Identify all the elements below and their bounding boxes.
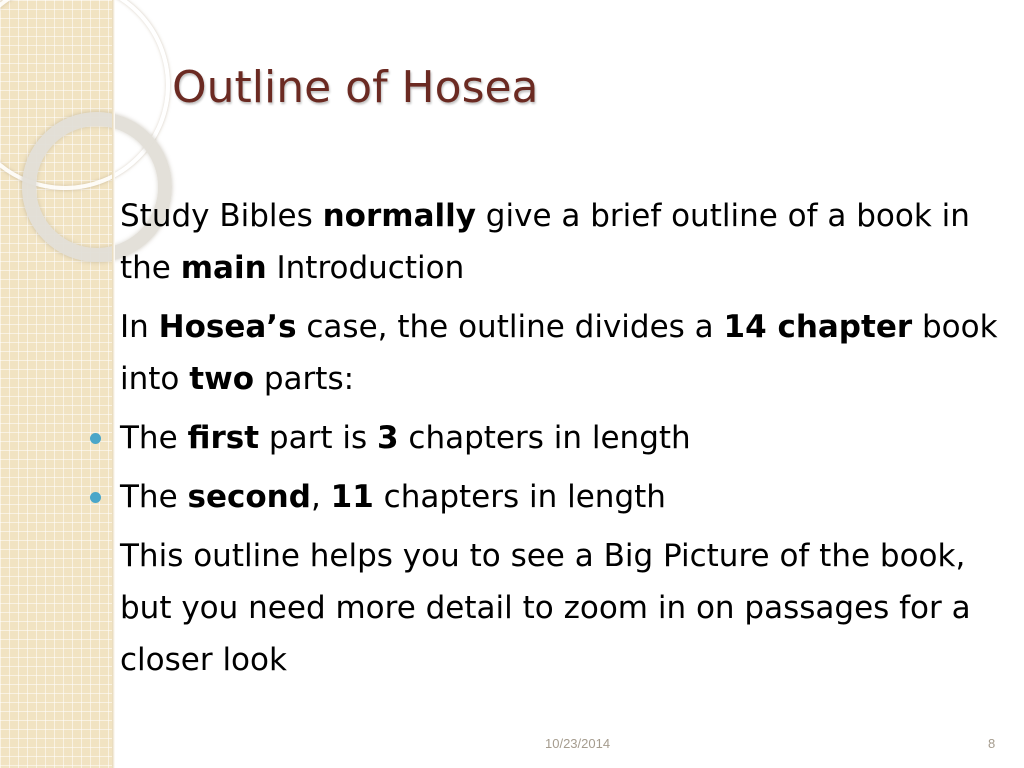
text-run: The: [120, 479, 188, 515]
text-run: give a brief outline of a book in the: [120, 198, 970, 286]
text-run: In: [120, 309, 159, 345]
slide-body: [120, 190, 1000, 693]
slide-title: Outline of Hosea: [172, 62, 539, 113]
text-run-bold: second: [187, 479, 311, 515]
paragraph-hosea-case: [120, 301, 1000, 405]
text-run: Introduction: [266, 250, 465, 286]
paragraph-study-bibles: [120, 190, 1000, 294]
paragraph-big-picture: [120, 530, 1000, 686]
decorative-side-band: [0, 0, 112, 768]
text-run: ,: [310, 479, 331, 515]
text-run: parts:: [254, 361, 355, 397]
text-run-bold: two: [189, 361, 255, 397]
bullet-item-first-part: [120, 412, 1000, 464]
text-run-bold: normally: [322, 198, 476, 234]
text-run: book into: [120, 309, 998, 397]
text-run-bold: 14 chapter: [723, 309, 913, 345]
text-run: part is: [259, 420, 377, 456]
text-run-bold: Hosea’s: [158, 309, 297, 345]
text-run: Study Bibles: [120, 198, 323, 234]
text-run-bold: 11: [330, 479, 374, 515]
text-run: case, the outline divides a: [296, 309, 724, 345]
text-run: chapters in length: [373, 479, 666, 515]
bullet-item-second-part: [120, 471, 1000, 523]
slide-number: 8: [988, 736, 996, 751]
text-run-bold: 3: [376, 420, 399, 456]
text-run-bold: main: [180, 250, 267, 286]
side-band-edge: [112, 0, 115, 768]
text-run: This outline helps you to see a Big Picture of the book, but you need more detail to zoom in on passages for a closer look: [120, 538, 971, 678]
text-run: chapters in length: [398, 420, 691, 456]
text-run-bold: first: [187, 420, 260, 456]
text-run: The: [120, 420, 188, 456]
footer-date: 10/23/2014: [545, 736, 611, 751]
